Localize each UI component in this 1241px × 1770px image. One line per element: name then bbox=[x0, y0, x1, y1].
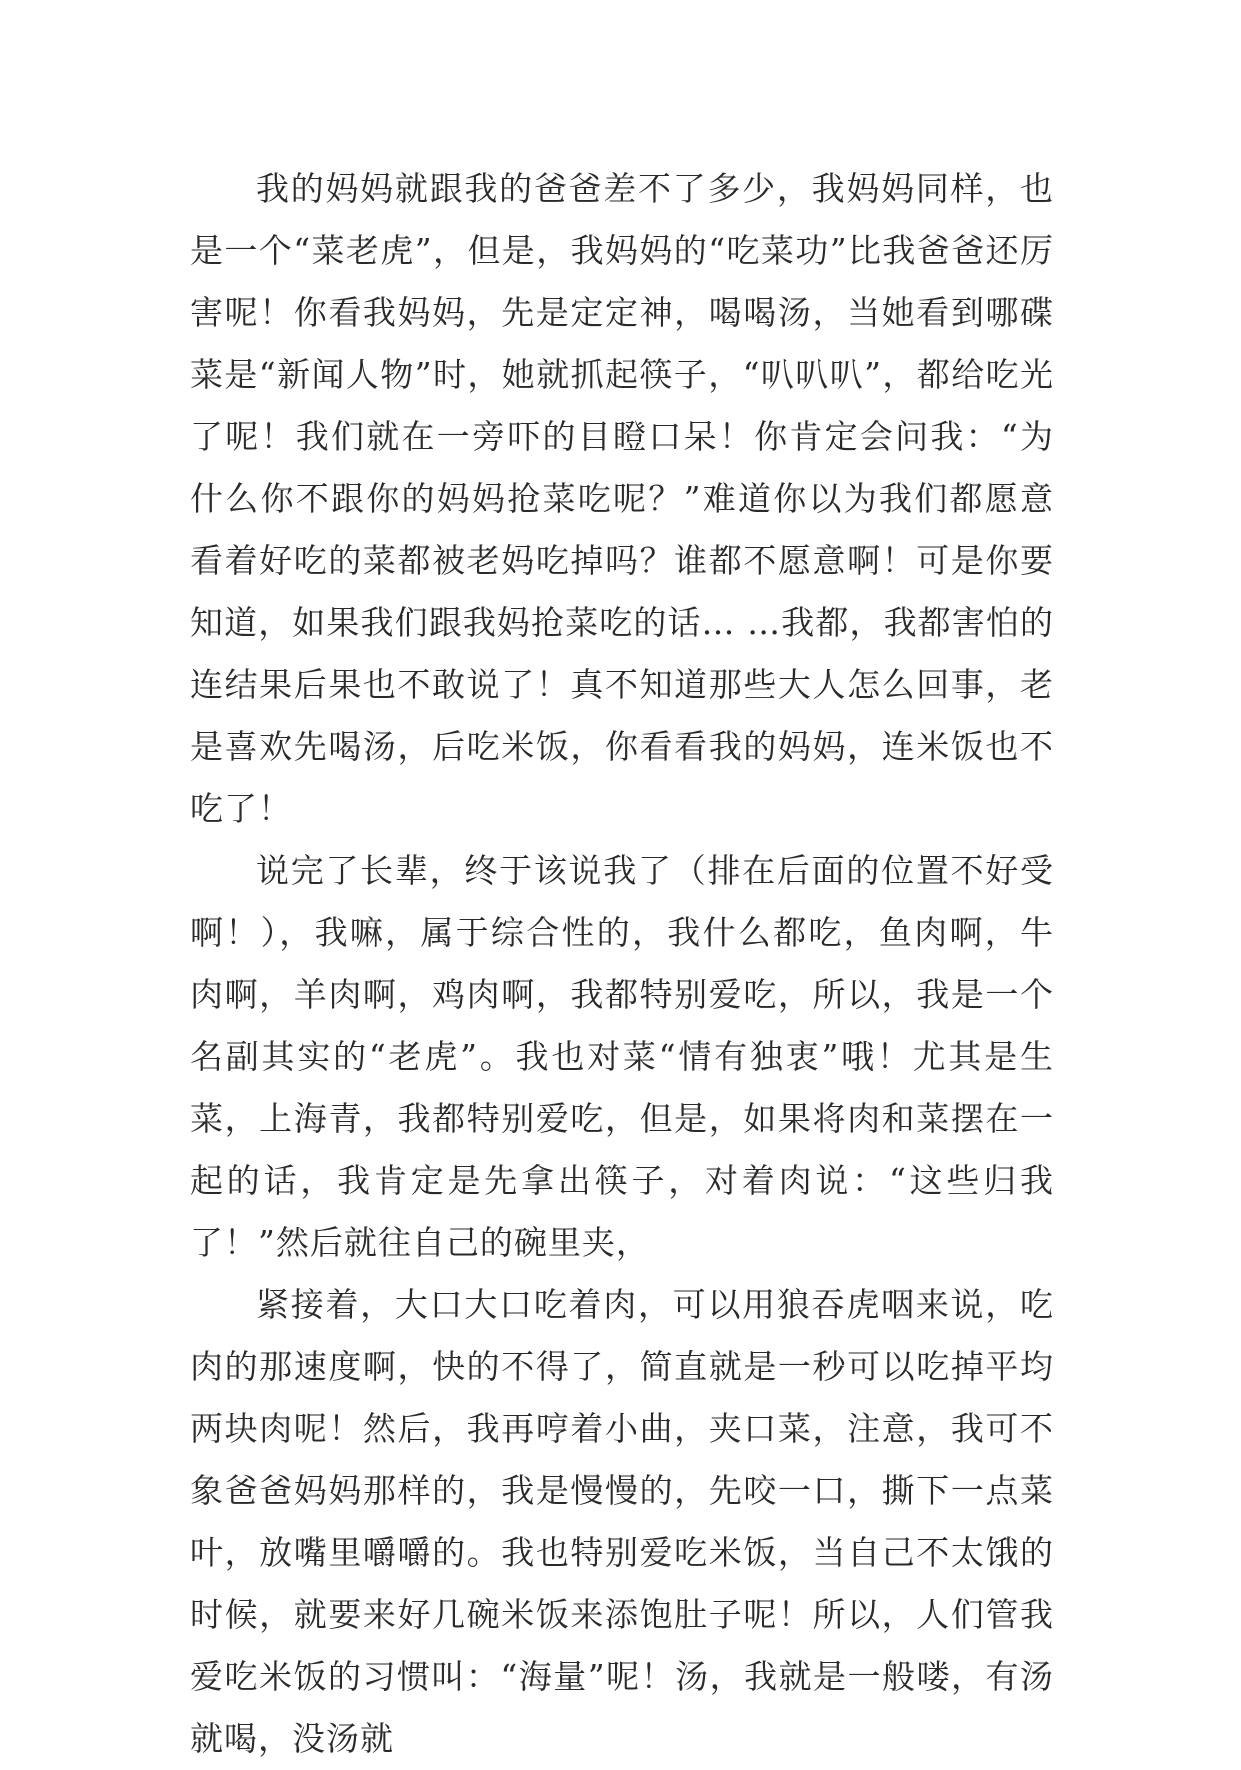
paragraph-mom: 我的妈妈就跟我的爸爸差不了多少，我妈妈同样，也是一个“菜老虎”，但是，我妈妈的“吃菜功”比我爸爸还厉害呢！你看我妈妈，先是定定神，喝喝汤，当她看到哪碟菜是“新闻人物”时，她就抓起筷子，“叭叭叭”，都给吃光了呢！我们就在一旁吓的目瞪口呆！你肯定会问我：“为什么你不跟你的妈妈抢菜吃呢？”难道你以为我们都愿意看着好吃的菜都被老妈吃掉吗？谁都不愿意啊！可是你要知道，如果我们跟我妈抢菜吃的话… …我都，我都害怕的连结果后果也不敢说了！真不知道那些大人怎么回事，老是喜欢先喝汤，后吃米饭，你看看我的妈妈，连米饭也不吃了！ bbox=[190, 169, 1054, 828]
paragraph-eating: 紧接着，大口大口吃着肉，可以用狼吞虎咽来说，吃肉的那速度啊，快的不得了，简直就是一秒可以吃掉平均两块肉呢！然后，我再哼着小曲，夹口菜，注意，我可不象爸爸妈妈那样的，我是慢慢的，先咬一口，撕下一点菜叶，放嘴里嚼嚼的。我也特别爱吃米饭，当自己不太饿的时候，就要来好几碗米饭来添饱肚子呢！所以，人们管我爱吃米饭的习惯叫：“海量”呢！汤，我就是一般喽，有汤就喝，没汤就 bbox=[190, 1285, 1054, 1758]
paragraph-me: 说完了长辈，终于该说我了（排在后面的位置不好受啊！），我嘛，属于综合性的，我什么都吃，鱼肉啊，牛肉啊，羊肉啊，鸡肉啊，我都特别爱吃，所以，我是一个名副其实的“老虎”。我也对菜“情有独衷”哦！尤其是生菜，上海青，我都特别爱吃，但是，如果将肉和菜摆在一起的话，我肯定是先拿出筷子，对着肉说：“这些归我了！”然后就往自己的碗里夹， bbox=[190, 851, 1054, 1262]
essay-body bbox=[190, 158, 1054, 1770]
